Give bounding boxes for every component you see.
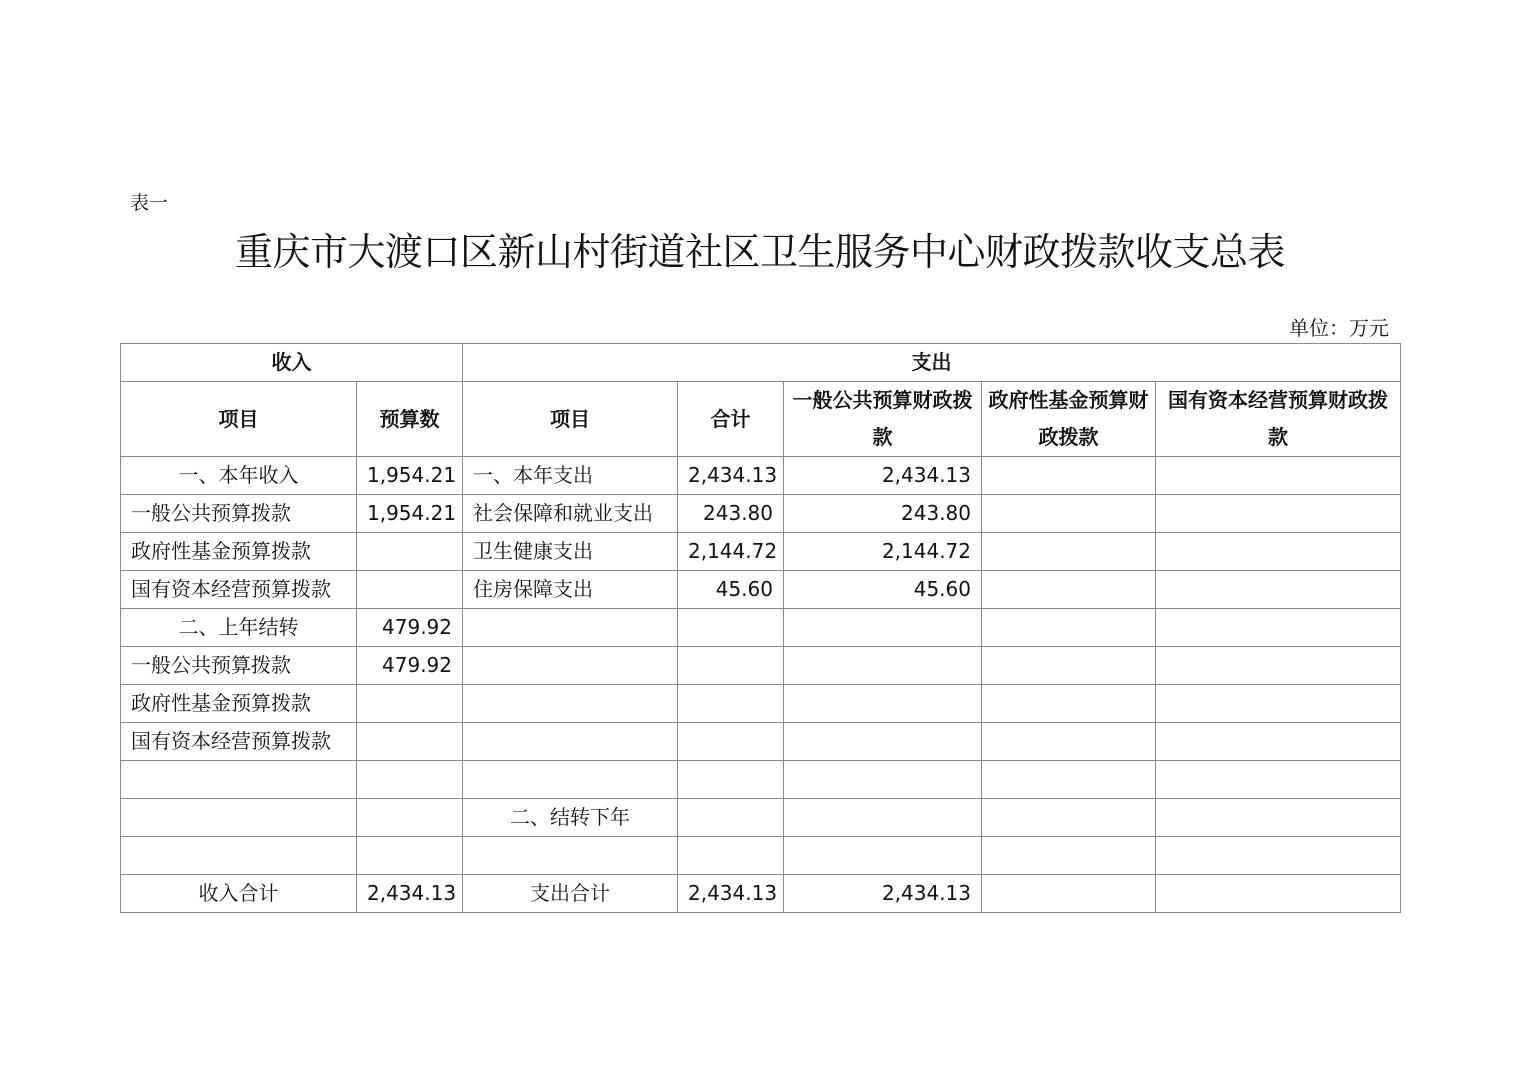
- expense-total-cell: 2,434.13: [678, 457, 784, 495]
- table-row: [121, 457, 1401, 495]
- expense-item-cell: [463, 685, 678, 723]
- expense-total-cell: 45.60: [678, 571, 784, 609]
- gov-fund-cell: [982, 647, 1156, 685]
- expense-item-cell: [463, 761, 678, 799]
- gov-fund-cell: [982, 799, 1156, 837]
- group-header-row: [121, 344, 1401, 382]
- state-capital-cell: [1156, 609, 1401, 647]
- expense-item-cell: [463, 837, 678, 875]
- gov-fund-cell: [982, 685, 1156, 723]
- income-budget-cell: [357, 761, 463, 799]
- table-row: [121, 647, 1401, 685]
- income-item-cell: 一、本年收入: [121, 457, 357, 495]
- general-public-cell: 2,434.13: [784, 457, 982, 495]
- state-capital-cell: [1156, 457, 1401, 495]
- income-item-cell: 二、上年结转: [121, 609, 357, 647]
- expense-item-cell: 社会保障和就业支出: [463, 495, 678, 533]
- budget-summary-table: [120, 343, 1401, 913]
- expense-total-cell: [678, 647, 784, 685]
- state-capital-cell: [1156, 533, 1401, 571]
- expense-total-cell: [678, 723, 784, 761]
- state-capital-cell: [1156, 799, 1401, 837]
- income-item-cell: [121, 799, 357, 837]
- state-capital-cell: [1156, 685, 1401, 723]
- expense-item-header: 项目: [463, 382, 678, 457]
- expense-total-cell: 2,144.72: [678, 533, 784, 571]
- expense-total-cell: [678, 799, 784, 837]
- expense-total-cell: [678, 837, 784, 875]
- general-public-cell: 45.60: [784, 571, 982, 609]
- income-item-header: 项目: [121, 382, 357, 457]
- income-budget-cell: [357, 837, 463, 875]
- income-item-cell: 一般公共预算拨款: [121, 495, 357, 533]
- expense-item-cell: [463, 647, 678, 685]
- expense-item-cell: 住房保障支出: [463, 571, 678, 609]
- income-item-cell: 一般公共预算拨款: [121, 647, 357, 685]
- income-budget-cell: [357, 723, 463, 761]
- state-capital-cell: [1156, 761, 1401, 799]
- table-row: [121, 799, 1401, 837]
- general-public-header: 一般公共预算财政拨款: [784, 382, 982, 457]
- income-budget-cell: [357, 571, 463, 609]
- income-budget-header: 预算数: [357, 382, 463, 457]
- gov-fund-cell: [982, 457, 1156, 495]
- income-budget-cell: 479.92: [357, 609, 463, 647]
- income-total-label: 收入合计: [121, 875, 357, 913]
- expense-item-cell: 二、结转下年: [463, 799, 678, 837]
- expense-item-cell: 一、本年支出: [463, 457, 678, 495]
- totals-row: [121, 875, 1401, 913]
- general-public-cell: [784, 609, 982, 647]
- state-capital-cell: [1156, 571, 1401, 609]
- income-budget-cell: [357, 799, 463, 837]
- general-public-cell: [784, 837, 982, 875]
- expense-total-label: 支出合计: [463, 875, 678, 913]
- income-item-cell: 国有资本经营预算拨款: [121, 723, 357, 761]
- general-public-cell: [784, 723, 982, 761]
- column-header-row: [121, 382, 1401, 457]
- document-title: 重庆市大渡口区新山村街道社区卫生服务中心财政拨款收支总表: [234, 230, 1285, 274]
- table-row: [121, 571, 1401, 609]
- state-capital-total-value: [1156, 875, 1401, 913]
- gov-fund-header: 政府性基金预算财政拨款: [982, 382, 1156, 457]
- gov-fund-total-value: [982, 875, 1156, 913]
- expense-total-cell: [678, 609, 784, 647]
- gov-fund-cell: [982, 571, 1156, 609]
- income-budget-cell: 1,954.21: [357, 457, 463, 495]
- income-item-cell: [121, 837, 357, 875]
- expense-item-cell: 卫生健康支出: [463, 533, 678, 571]
- general-public-cell: [784, 799, 982, 837]
- general-public-cell: 243.80: [784, 495, 982, 533]
- income-item-cell: 国有资本经营预算拨款: [121, 571, 357, 609]
- expense-group-header: 支出: [463, 344, 1401, 382]
- income-item-cell: 政府性基金预算拨款: [121, 533, 357, 571]
- income-budget-cell: [357, 685, 463, 723]
- expense-total-cell: 243.80: [678, 495, 784, 533]
- gov-fund-cell: [982, 609, 1156, 647]
- state-capital-header: 国有资本经营预算财政拨款: [1156, 382, 1401, 457]
- expense-total-value: 2,434.13: [678, 875, 784, 913]
- income-budget-cell: 479.92: [357, 647, 463, 685]
- gov-fund-cell: [982, 837, 1156, 875]
- table-row: [121, 837, 1401, 875]
- unit-label: 单位：万元: [1289, 316, 1389, 340]
- expense-item-cell: [463, 609, 678, 647]
- income-budget-cell: 1,954.21: [357, 495, 463, 533]
- state-capital-cell: [1156, 647, 1401, 685]
- state-capital-cell: [1156, 837, 1401, 875]
- general-public-cell: [784, 647, 982, 685]
- table-row: [121, 685, 1401, 723]
- table-number-label: 表一: [130, 192, 169, 214]
- gov-fund-cell: [982, 533, 1156, 571]
- table-row: [121, 761, 1401, 799]
- income-item-cell: [121, 761, 357, 799]
- gov-fund-cell: [982, 761, 1156, 799]
- gov-fund-cell: [982, 723, 1156, 761]
- table-row: [121, 533, 1401, 571]
- table-row: [121, 723, 1401, 761]
- state-capital-cell: [1156, 495, 1401, 533]
- gov-fund-cell: [982, 495, 1156, 533]
- general-public-cell: 2,144.72: [784, 533, 982, 571]
- general-public-cell: [784, 685, 982, 723]
- table-row: [121, 609, 1401, 647]
- expense-total-header: 合计: [678, 382, 784, 457]
- income-group-header: 收入: [121, 344, 463, 382]
- state-capital-cell: [1156, 723, 1401, 761]
- income-total-value: 2,434.13: [357, 875, 463, 913]
- income-item-cell: 政府性基金预算拨款: [121, 685, 357, 723]
- general-public-cell: [784, 761, 982, 799]
- income-budget-cell: [357, 533, 463, 571]
- general-public-total-value: 2,434.13: [784, 875, 982, 913]
- table-row: [121, 495, 1401, 533]
- expense-total-cell: [678, 761, 784, 799]
- expense-item-cell: [463, 723, 678, 761]
- expense-total-cell: [678, 685, 784, 723]
